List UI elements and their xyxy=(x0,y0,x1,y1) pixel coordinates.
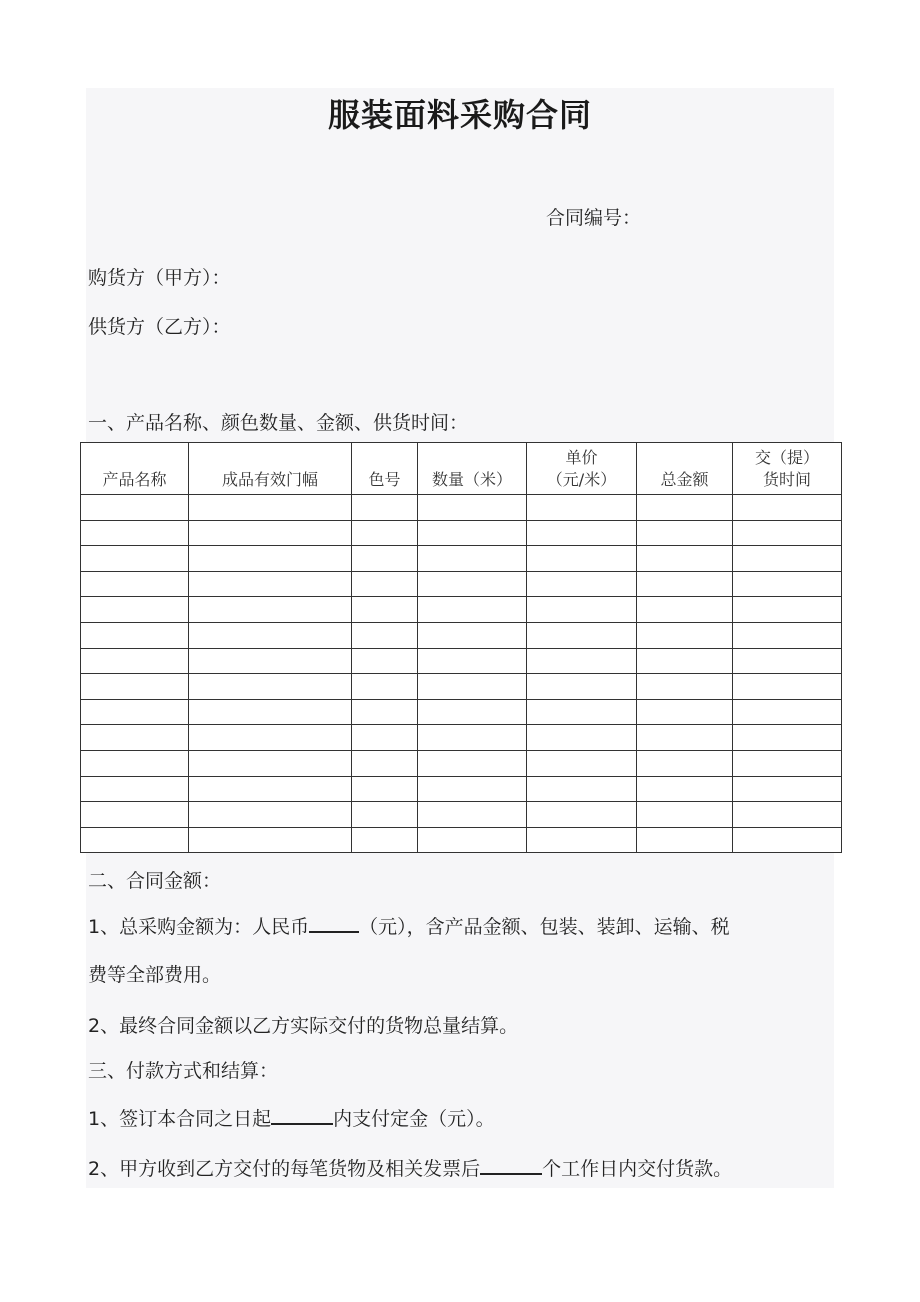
table-cell[interactable] xyxy=(352,750,418,776)
table-cell[interactable] xyxy=(733,750,842,776)
table-cell[interactable] xyxy=(637,622,733,648)
table-cell[interactable] xyxy=(418,802,527,828)
table-cell[interactable] xyxy=(733,648,842,674)
table-cell[interactable] xyxy=(637,802,733,828)
table-header-cell: 成品有效门幅 xyxy=(189,443,352,495)
table-cell[interactable] xyxy=(81,520,189,546)
table-cell[interactable] xyxy=(189,546,352,572)
table-cell[interactable] xyxy=(733,597,842,623)
table-cell[interactable] xyxy=(418,827,527,853)
table-cell[interactable] xyxy=(733,571,842,597)
table-row xyxy=(81,546,842,572)
section-1-heading: 一、产品名称、颜色数量、金额、供货时间： xyxy=(88,412,469,434)
table-cell[interactable] xyxy=(733,802,842,828)
table-row xyxy=(81,520,842,546)
table-row xyxy=(81,571,842,597)
days-blank xyxy=(271,1107,333,1125)
section-2-item-1-cont: 费等全部费用。 xyxy=(88,964,222,986)
table-cell[interactable] xyxy=(527,674,637,700)
table-cell[interactable] xyxy=(418,674,527,700)
table-cell[interactable] xyxy=(527,520,637,546)
table-cell[interactable] xyxy=(352,699,418,725)
table-cell[interactable] xyxy=(527,571,637,597)
table-cell[interactable] xyxy=(637,674,733,700)
table-row xyxy=(81,622,842,648)
table-cell[interactable] xyxy=(189,495,352,521)
table-cell[interactable] xyxy=(352,495,418,521)
amount-blank xyxy=(309,915,359,933)
table-cell[interactable] xyxy=(527,776,637,802)
table-header-cell: 数量（米） xyxy=(418,443,527,495)
table-cell[interactable] xyxy=(637,520,733,546)
item-text: （元），含产品金额、包装、装卸、运输、税 xyxy=(359,916,730,938)
table-row xyxy=(81,750,842,776)
table-header-cell: 交（提） 货时间 xyxy=(733,443,842,495)
table-cell[interactable] xyxy=(527,622,637,648)
table-cell[interactable] xyxy=(189,622,352,648)
table-cell[interactable] xyxy=(81,495,189,521)
table-cell[interactable] xyxy=(733,520,842,546)
table-cell[interactable] xyxy=(352,648,418,674)
table-cell[interactable] xyxy=(733,827,842,853)
table-cell[interactable] xyxy=(81,546,189,572)
table-cell[interactable] xyxy=(81,725,189,751)
table-cell[interactable] xyxy=(189,802,352,828)
table-cell[interactable] xyxy=(81,750,189,776)
table-cell[interactable] xyxy=(418,776,527,802)
table-cell[interactable] xyxy=(352,776,418,802)
table-cell[interactable] xyxy=(418,725,527,751)
table-cell[interactable] xyxy=(527,648,637,674)
table-cell[interactable] xyxy=(637,776,733,802)
table-body xyxy=(81,495,842,853)
seller-label: 供货方（乙方）： xyxy=(88,316,231,338)
contract-number-label: 合同编号： xyxy=(546,207,642,229)
table-cell[interactable] xyxy=(527,495,637,521)
table-cell[interactable] xyxy=(637,750,733,776)
table-cell[interactable] xyxy=(81,699,189,725)
table-cell[interactable] xyxy=(189,571,352,597)
table-cell[interactable] xyxy=(733,699,842,725)
table-header-cell: 总金额 xyxy=(637,443,733,495)
table-cell[interactable] xyxy=(189,827,352,853)
table-header-row xyxy=(81,443,842,495)
table-cell[interactable] xyxy=(637,495,733,521)
table-cell[interactable] xyxy=(189,597,352,623)
table-cell[interactable] xyxy=(637,699,733,725)
table-cell[interactable] xyxy=(637,725,733,751)
table-cell[interactable] xyxy=(733,495,842,521)
section-3-item-1 xyxy=(88,1104,495,1131)
table-row xyxy=(81,495,842,521)
table-cell[interactable] xyxy=(527,546,637,572)
table-cell[interactable] xyxy=(352,546,418,572)
table-cell[interactable] xyxy=(418,750,527,776)
table-cell[interactable] xyxy=(352,571,418,597)
table-cell[interactable] xyxy=(733,622,842,648)
section-2-item-2: 2、最终合同金额以乙方实际交付的货物总量结算。 xyxy=(88,1015,519,1037)
table-cell[interactable] xyxy=(81,776,189,802)
table-cell[interactable] xyxy=(527,802,637,828)
table-cell[interactable] xyxy=(637,597,733,623)
product-table xyxy=(80,442,842,853)
table-cell[interactable] xyxy=(189,674,352,700)
item-text: 2、甲方收到乙方交付的每笔货物及相关发票后 xyxy=(88,1158,481,1180)
section-3-heading: 三、付款方式和结算： xyxy=(88,1060,279,1082)
table-cell[interactable] xyxy=(189,699,352,725)
table-cell[interactable] xyxy=(189,750,352,776)
table-cell[interactable] xyxy=(733,674,842,700)
table-cell[interactable] xyxy=(418,495,527,521)
item-text: 1、总采购金额为：人民币 xyxy=(88,916,310,938)
table-cell[interactable] xyxy=(418,699,527,725)
table-row xyxy=(81,802,842,828)
table-row xyxy=(81,827,842,853)
table-header-cell: 色号 xyxy=(352,443,418,495)
document-title: 服装面料采购合同 xyxy=(327,96,592,134)
section-2-heading: 二、合同金额： xyxy=(88,870,222,892)
table-cell[interactable] xyxy=(637,648,733,674)
table-cell[interactable] xyxy=(637,546,733,572)
table-cell[interactable] xyxy=(733,546,842,572)
table-cell[interactable] xyxy=(352,802,418,828)
table-cell[interactable] xyxy=(352,597,418,623)
table-cell[interactable] xyxy=(81,597,189,623)
table-cell[interactable] xyxy=(418,571,527,597)
table-header-cell: 单价 （元/米） xyxy=(527,443,637,495)
table-cell[interactable] xyxy=(189,648,352,674)
table-cell[interactable] xyxy=(527,699,637,725)
table-row xyxy=(81,674,842,700)
table-cell[interactable] xyxy=(418,622,527,648)
table-cell[interactable] xyxy=(418,597,527,623)
item-text: 个工作日内交付货款。 xyxy=(542,1158,733,1180)
table-cell[interactable] xyxy=(81,622,189,648)
table-cell[interactable] xyxy=(418,520,527,546)
table-cell[interactable] xyxy=(352,520,418,546)
item-text: 内支付定金（元）。 xyxy=(333,1108,495,1130)
buyer-label: 购货方（甲方）： xyxy=(88,267,231,289)
table-cell[interactable] xyxy=(189,776,352,802)
workdays-blank xyxy=(480,1157,542,1175)
table-cell[interactable] xyxy=(81,802,189,828)
item-text: 1、签订本合同之日起 xyxy=(88,1108,272,1130)
table-header-cell: 产品名称 xyxy=(81,443,189,495)
table-row xyxy=(81,597,842,623)
table-cell[interactable] xyxy=(527,750,637,776)
table-cell[interactable] xyxy=(733,776,842,802)
table-cell[interactable] xyxy=(352,725,418,751)
section-3-item-2 xyxy=(88,1154,732,1181)
table-cell[interactable] xyxy=(352,827,418,853)
table-cell[interactable] xyxy=(527,597,637,623)
table-cell[interactable] xyxy=(527,827,637,853)
table-cell[interactable] xyxy=(189,520,352,546)
table-cell[interactable] xyxy=(189,725,352,751)
table-cell[interactable] xyxy=(81,648,189,674)
table-cell[interactable] xyxy=(527,725,637,751)
table-cell[interactable] xyxy=(352,622,418,648)
table-row xyxy=(81,725,842,751)
table-cell[interactable] xyxy=(418,546,527,572)
section-2-item-1 xyxy=(88,912,730,939)
table-cell[interactable] xyxy=(81,674,189,700)
table-cell[interactable] xyxy=(733,725,842,751)
table-row xyxy=(81,776,842,802)
table-cell[interactable] xyxy=(81,571,189,597)
table-cell[interactable] xyxy=(637,571,733,597)
table-cell[interactable] xyxy=(637,827,733,853)
table-row xyxy=(81,699,842,725)
table-row xyxy=(81,648,842,674)
table-cell[interactable] xyxy=(352,674,418,700)
table-cell[interactable] xyxy=(418,648,527,674)
table-cell[interactable] xyxy=(81,827,189,853)
